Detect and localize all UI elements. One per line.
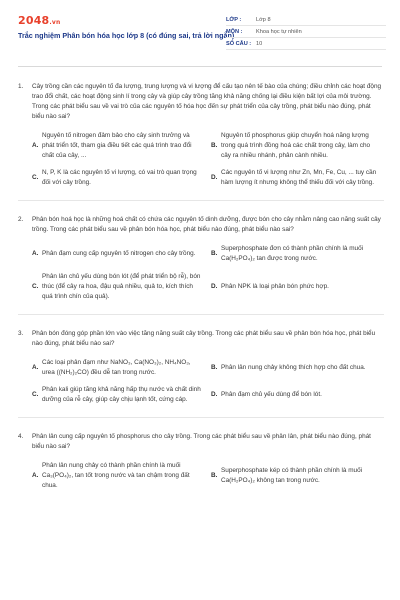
option-label: D. (211, 174, 218, 182)
option-label: A. (32, 250, 39, 258)
question-divider (18, 417, 384, 418)
option-text: Superphosphate kép có thành phần chính là muối Ca(H₂PO₄)₂ không tan trong nước. (221, 467, 363, 484)
question-4 (18, 432, 384, 491)
meta-key: MÔN : (226, 28, 243, 35)
question-number: 2. (18, 216, 24, 224)
question-1 (18, 82, 384, 201)
meta-key: SỐ CÂU : (226, 40, 252, 47)
option-label: A. (32, 363, 39, 371)
option-text: Nguyên tố nitrogen đảm bảo cho cây sinh trưởng và phát triển tốt, tham gia điều tiết các quá trình trao đổi chất của cây, ... (42, 131, 192, 159)
options (18, 358, 384, 406)
option-label: B. (211, 250, 218, 258)
option-b[interactable] (211, 461, 384, 491)
option-d[interactable] (211, 272, 384, 302)
option-text: Phân lân nung chảy có thành phần chính là muối Ca₃(PO₄)₂, tan tốt trong nước và tan chậm trong đất chua. (42, 462, 190, 489)
option-label: B. (211, 141, 218, 149)
option-label: A. (32, 141, 39, 149)
option-a[interactable] (32, 358, 205, 378)
option-a[interactable] (32, 461, 205, 491)
meta-value: 10 (256, 40, 263, 47)
option-label: D. (211, 282, 218, 290)
brand-name: 2048 (18, 14, 50, 27)
options (18, 131, 384, 189)
question-text: Phân lân cung cấp nguyên tố phosphorus cho cây trồng. Trong các phát biểu sau về phân lân, phát biểu nào đúng, phát biểu nào sai? (32, 433, 371, 451)
meta-row-count (226, 38, 386, 50)
option-text: Superphosphate đơn có thành phần chính là muối Ca(H₂PO₄)₂ tan được trong nước. (221, 245, 364, 263)
question-text: Phân bón hoá học là những hoá chất có chứa các nguyên tố dinh dưỡng, được bón cho cây nhằm nâng cao năng suất cây trồng. Trong các phát biểu sau về phân bón hóa học, phát biểu nào đúng, phát biểu nào sai? (32, 216, 381, 234)
question-divider (18, 200, 384, 201)
option-a[interactable] (32, 244, 205, 264)
option-d[interactable] (211, 168, 384, 188)
question-2 (18, 215, 384, 314)
header (0, 0, 400, 62)
option-text: Các loại phân đạm như NaNO₃, Ca(NO₃)₂, NH₄NO₃, urea ((NH₂)₂CO) đều dễ tan trong nước. (42, 358, 191, 376)
meta-row-subject (226, 26, 386, 38)
option-text: Các nguyên tố vi lượng như Zn, Mn, Fe, Cu, ... tuy cần hàm lượng ít nhưng không thể thiếu đối với cây trồng. (221, 169, 377, 187)
meta-value: Khoa học tự nhiên (256, 28, 302, 35)
options (18, 244, 384, 302)
option-d[interactable] (211, 385, 384, 405)
question-3 (18, 329, 384, 419)
meta-row-class (226, 14, 386, 26)
option-c[interactable] (32, 168, 205, 188)
brand-suffix: .vn (49, 19, 61, 26)
option-text: Phân đạm cung cấp nguyên tố nitrogen cho cây trồng. (42, 250, 196, 258)
option-b[interactable] (211, 131, 384, 161)
option-label: D. (211, 391, 218, 399)
option-b[interactable] (211, 358, 384, 378)
meta-value: Lớp 8 (256, 16, 271, 23)
option-label: B. (211, 472, 218, 480)
question-number: 4. (18, 433, 24, 441)
meta-table (226, 14, 386, 50)
option-c[interactable] (32, 272, 205, 302)
option-text: Phân kali giúp tăng khả năng hấp thụ nước và chất dinh dưỡng của rễ cây, giúp cây chịu lạnh tốt, cứng cáp. (42, 386, 201, 404)
meta-key: LỚP : (226, 16, 242, 23)
option-text: Nguyên tố phosphorus giúp chuyển hoá năng lượng trong quá trình đồng hoá các chất trong cây, làm cho cây ra nhiều nhánh, phân cành nhiều. (221, 131, 371, 159)
option-a[interactable] (32, 131, 205, 161)
question-number: 1. (18, 83, 24, 90)
question-list (18, 82, 384, 505)
question-number: 3. (18, 329, 24, 337)
option-text: N, P, K là các nguyên tố vi lượng, có vai trò quan trọng đối với cây trồng. (42, 169, 197, 187)
header-divider (18, 66, 382, 67)
option-text: Phân lân nung chảy không thích hợp cho đất chua. (221, 363, 366, 371)
option-b[interactable] (211, 244, 384, 264)
option-label: C. (32, 174, 39, 182)
option-label: C. (32, 391, 39, 399)
question-text: Cây trồng cần các nguyên tố đa lượng, trung lượng và vi lượng để cấu tạo nên tế bào của chúng; điều chỉnh các hoạt động trao đổi chất, các hoạt động sinh lí trong cây và giúp cây trồng tăng khả năng chống lại điều kiện bất lợi của môi trường. Trong các phát biểu sau về vai trò của các nguyên tố hóa học đến sự phát triển của cây trồng, phát biểu nào đúng, phát biểu nào sai? (32, 83, 382, 120)
option-text: Phân lân chủ yếu dùng bón lót (để phát triển bộ rễ), bón thúc (để cây ra hoa, đậu quả nhiều, quả to, kích thích quá trình chín của quả). (42, 272, 201, 300)
option-label: C. (32, 282, 39, 290)
options (18, 461, 384, 491)
page-title: Trắc nghiệm Phân bón hóa học lớp 8 (có đúng sai, trả lời ngắn) (18, 31, 235, 40)
option-text: Phân đạm chủ yếu dùng để bón lót. (221, 391, 322, 399)
option-c[interactable] (32, 385, 205, 405)
option-text: Phân NPK là loại phân bón phức hợp. (221, 282, 329, 290)
option-label: A. (32, 472, 39, 480)
option-label: B. (211, 363, 218, 371)
question-text: Phân bón đóng góp phần lớn vào việc tăng năng suất cây trồng. Trong các phát biểu sau về phân bón hóa học, phát biểu nào đúng, phát biểu nào sai? (32, 329, 376, 347)
question-divider (18, 314, 384, 315)
